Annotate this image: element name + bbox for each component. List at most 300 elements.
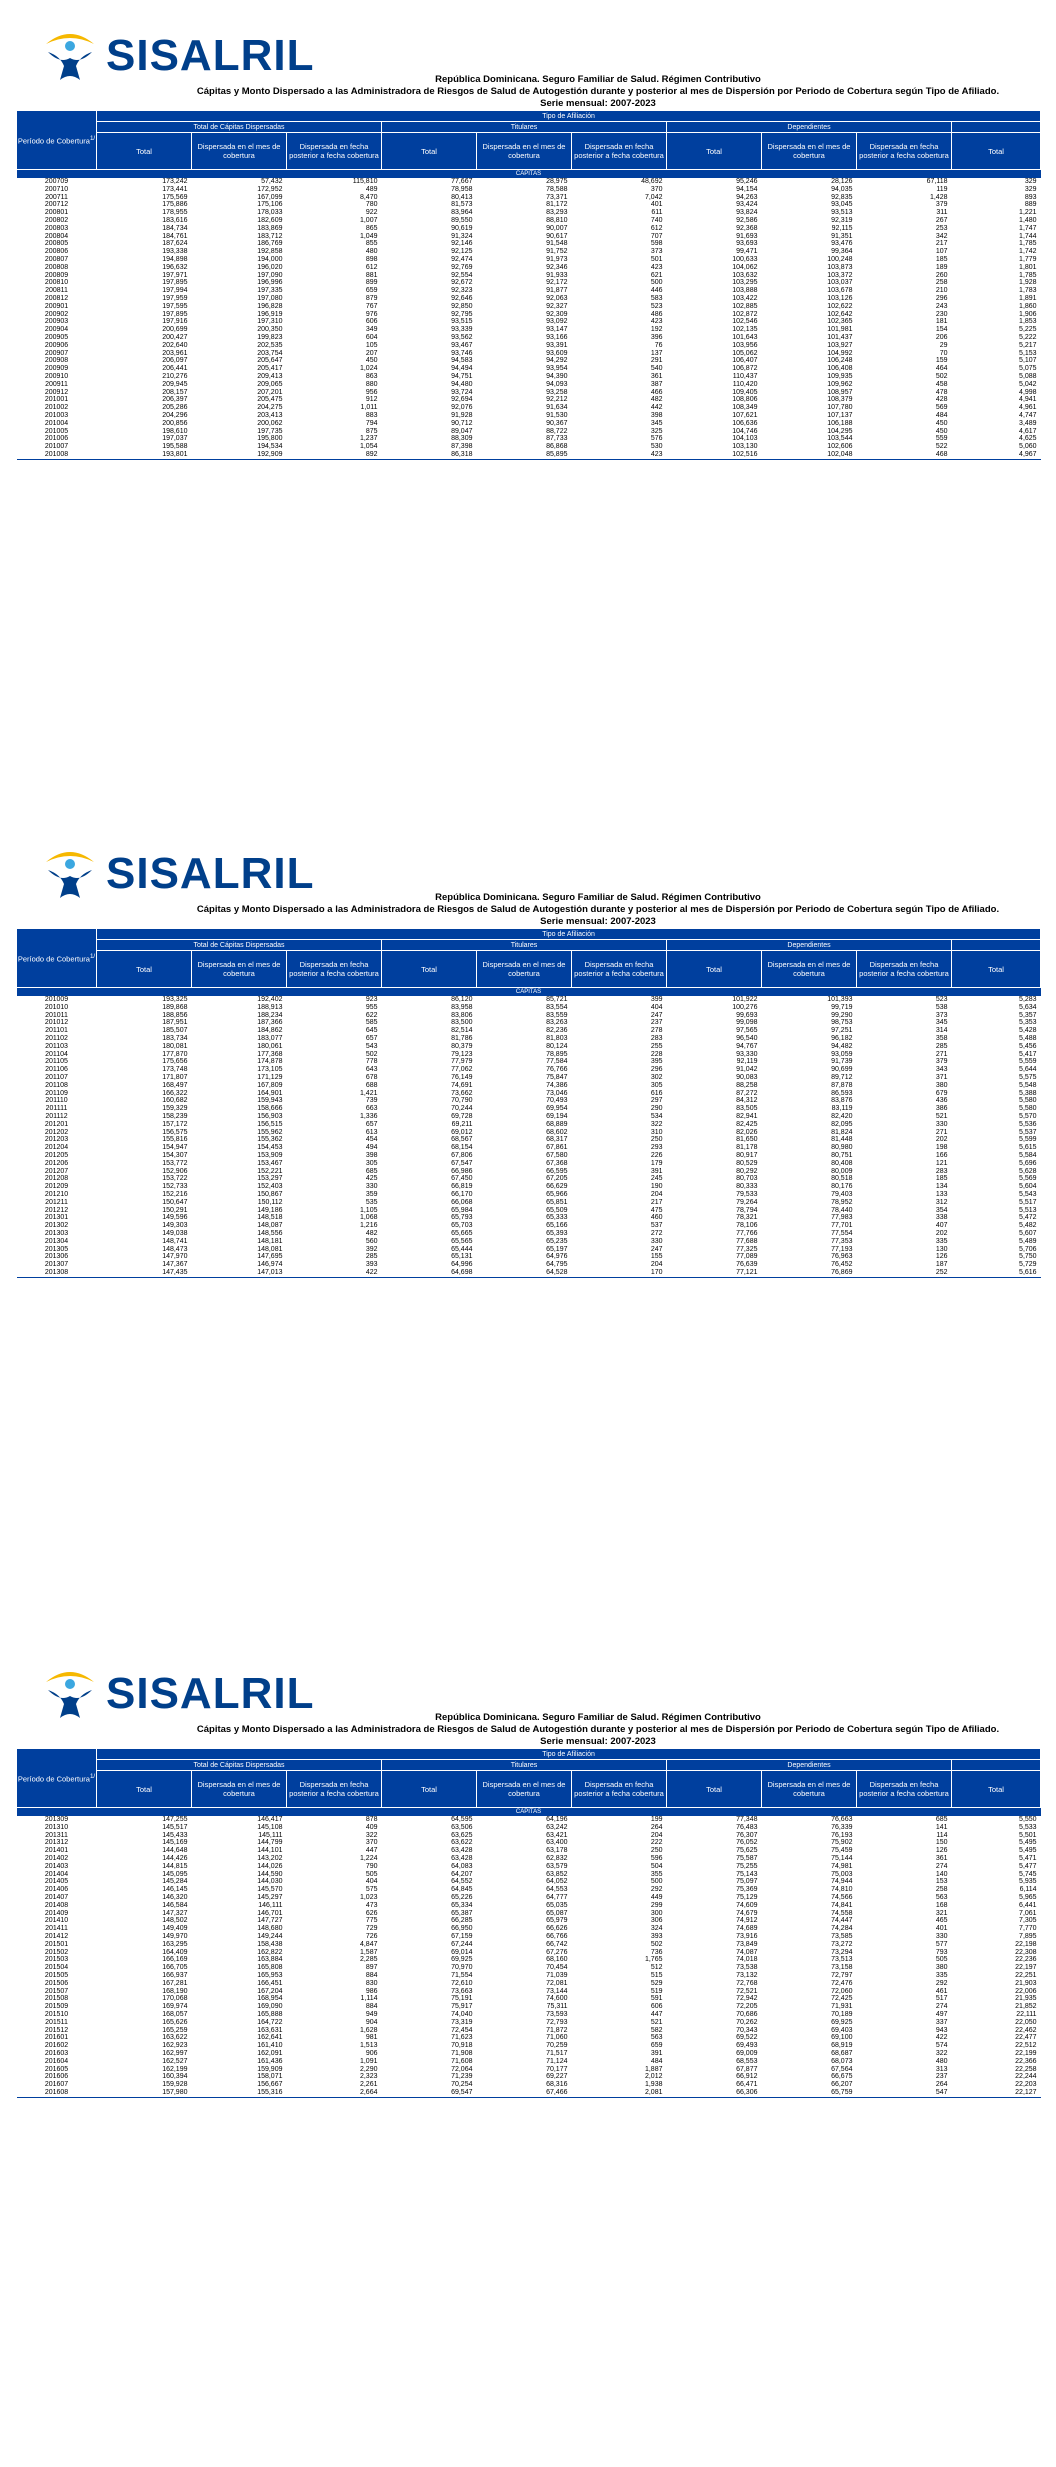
value-cell: 305 — [650, 1081, 663, 1089]
value-cell: 74,679 — [736, 1909, 758, 1917]
column-header: Total — [382, 951, 477, 988]
value-cell: 153 — [935, 1878, 948, 1886]
value-cell: 500 — [650, 279, 663, 287]
value-cell: 1,747 — [1019, 224, 1037, 232]
value-cell: 494 — [365, 1144, 378, 1152]
value-cell: 505 — [365, 1870, 378, 1878]
value-cell: 150,112 — [257, 1198, 283, 1206]
value-cell: 73,849 — [736, 1940, 758, 1948]
value-cell: 65,665 — [451, 1229, 473, 1237]
value-cell: 69,728 — [451, 1112, 473, 1120]
value-cell: 478 — [935, 388, 948, 396]
value-cell: 210,276 — [162, 372, 188, 380]
value-cell: 237 — [935, 2073, 948, 2081]
value-cell: 482 — [650, 396, 663, 404]
value-cell: 75,459 — [831, 1847, 853, 1855]
table-row — [17, 443, 1041, 451]
value-cell: 76,483 — [736, 1823, 758, 1831]
value-cell: 146,111 — [258, 1901, 283, 1909]
value-cell: 863 — [365, 372, 378, 380]
value-cell: 92,119 — [736, 1058, 758, 1066]
value-cell: 167,204 — [257, 1987, 283, 1995]
period-cell: 201204 — [44, 1144, 69, 1152]
value-cell: 387 — [650, 380, 663, 388]
table-row — [17, 1253, 1041, 1261]
value-cell: 196,020 — [257, 263, 283, 271]
value-cell: 22,197 — [1015, 1964, 1037, 1972]
value-cell: 89,047 — [451, 427, 473, 435]
value-cell: 5,428 — [1019, 1027, 1037, 1035]
value-cell: 64,553 — [546, 1886, 568, 1894]
value-cell: 106,636 — [732, 419, 758, 427]
value-cell: 86,868 — [546, 443, 568, 451]
value-cell: 1,221 — [1019, 209, 1037, 217]
value-cell: 64,976 — [546, 1253, 568, 1261]
value-cell: 794 — [365, 419, 378, 427]
value-cell: 106,872 — [732, 365, 758, 373]
value-cell: 504 — [650, 1862, 663, 1870]
value-cell: 94,035 — [831, 185, 853, 193]
value-cell: 889 — [1024, 201, 1037, 209]
value-cell: 645 — [365, 1027, 378, 1035]
value-cell: 103,888 — [732, 287, 758, 295]
value-cell: 65,703 — [451, 1222, 473, 1230]
value-cell: 77,353 — [831, 1237, 853, 1245]
value-cell: 529 — [650, 1979, 663, 1987]
value-cell: 210 — [935, 287, 948, 295]
value-cell: 102,048 — [762, 451, 857, 459]
value-cell: 296 — [650, 1066, 663, 1074]
value-cell: 423 — [650, 318, 663, 326]
table-row — [17, 1066, 1041, 1074]
value-cell: 1,785 — [1019, 271, 1037, 279]
value-cell: 206,097 — [162, 357, 188, 365]
period-cell: 200912 — [44, 388, 69, 396]
value-cell: 5,060 — [1019, 443, 1037, 451]
value-cell: 202 — [935, 1136, 948, 1144]
value-cell: 110,437 — [732, 372, 758, 380]
value-cell: 104,103 — [732, 435, 758, 443]
value-cell: 93,330 — [736, 1050, 758, 1058]
value-cell: 393 — [650, 1932, 663, 1940]
value-cell: 274 — [935, 2003, 948, 2011]
value-cell: 447 — [650, 2010, 663, 2018]
value-cell: 407 — [935, 1222, 948, 1230]
value-cell: 69,925 — [451, 1956, 473, 1964]
value-cell: 310 — [650, 1128, 663, 1136]
value-cell: 643 — [365, 1066, 378, 1074]
report-page — [0, 10, 1056, 829]
value-cell: 97,251 — [831, 1027, 853, 1035]
value-cell: 168,190 — [162, 1987, 188, 1995]
value-cell: 65,226 — [451, 1893, 473, 1901]
period-cell: 200804 — [44, 232, 69, 240]
value-cell: 66,170 — [451, 1190, 473, 1198]
value-cell: 361 — [650, 372, 663, 380]
value-cell: 193,801 — [97, 451, 192, 459]
value-cell: 90,083 — [736, 1073, 758, 1081]
value-cell: 72,081 — [546, 1979, 568, 1987]
value-cell: 66,629 — [546, 1183, 568, 1191]
period-cell: 200808 — [44, 263, 69, 271]
value-cell: 5,536 — [1019, 1120, 1037, 1128]
title-line: Cápitas y Monto Dispersado a las Administradora de Riesgos de Salud de Autogestión durante y posterior al mes de Dispersión por Periodo de Cobertura según Tipo de Afiliado. — [196, 86, 1000, 97]
title-line: República Dominicana. Seguro Familiar de Salud. Régimen Contributivo — [435, 1712, 761, 1723]
value-cell: 64,196 — [546, 1816, 568, 1823]
value-cell: 72,425 — [831, 1995, 853, 2003]
value-cell: 106,407 — [732, 357, 758, 365]
value-cell: 5,584 — [1019, 1151, 1037, 1159]
value-cell: 67,861 — [546, 1144, 568, 1152]
value-cell: 166,705 — [162, 1964, 188, 1972]
value-cell: 74,284 — [831, 1925, 853, 1933]
value-cell: 91,928 — [451, 411, 473, 419]
value-cell: 168,057 — [162, 2010, 188, 2018]
value-cell: 205,417 — [257, 365, 283, 373]
table-row — [17, 1949, 1041, 1957]
value-cell: 292 — [935, 1979, 948, 1987]
value-cell: 93,391 — [546, 341, 568, 349]
value-cell: 166,322 — [162, 1089, 188, 1097]
value-cell: 93,476 — [831, 240, 853, 248]
value-cell: 103,126 — [827, 294, 853, 302]
value-cell: 64,552 — [451, 1878, 473, 1886]
period-cell: 201305 — [44, 1245, 69, 1253]
value-cell: 70,343 — [736, 2026, 758, 2034]
table-row — [17, 389, 1041, 397]
value-cell: 63,625 — [451, 1831, 473, 1839]
table-row — [17, 412, 1041, 420]
value-cell: 883 — [365, 411, 378, 419]
table-row — [17, 1847, 1041, 1855]
value-cell: 82,420 — [831, 1112, 853, 1120]
value-cell: 1,860 — [1019, 302, 1037, 310]
value-cell: 92,146 — [451, 240, 473, 248]
value-cell: 379 — [935, 201, 948, 209]
value-cell: 740 — [650, 216, 663, 224]
value-cell: 222 — [650, 1839, 663, 1847]
period-cell: 201201 — [44, 1120, 69, 1128]
period-cell: 200807 — [44, 255, 69, 263]
value-cell: 72,060 — [831, 1987, 853, 1995]
value-cell: 250 — [650, 1136, 663, 1144]
value-cell: 73,132 — [736, 1971, 758, 1979]
value-cell: 436 — [935, 1097, 948, 1105]
value-cell: 5,075 — [1019, 365, 1037, 373]
value-cell: 409 — [365, 1823, 378, 1831]
value-cell: 79,533 — [736, 1190, 758, 1198]
value-cell: 155,816 — [162, 1136, 188, 1144]
column-header: Dispersada en fecha posterior a fecha cobertura — [857, 951, 952, 988]
value-cell: 93,824 — [736, 209, 758, 217]
value-cell: 391 — [650, 1167, 663, 1175]
value-cell: 192 — [650, 326, 663, 334]
value-cell: 71,908 — [451, 2049, 473, 2057]
value-cell: 729 — [365, 1925, 378, 1933]
value-cell: 197,971 — [162, 271, 188, 279]
value-cell: 80,751 — [831, 1151, 853, 1159]
value-cell: 80,333 — [736, 1183, 758, 1191]
table-row — [17, 1980, 1041, 1988]
value-cell: 535 — [365, 1198, 378, 1206]
table-row — [17, 248, 1041, 256]
table-row — [17, 178, 1041, 186]
column-header: Total — [97, 133, 192, 170]
value-cell: 1,513 — [359, 2042, 378, 2050]
value-cell: 1,105 — [359, 1206, 378, 1214]
value-cell: 4,998 — [1019, 388, 1037, 396]
value-cell: 66,207 — [831, 2081, 853, 2089]
header-periodo: Período de Cobertura$^{1/}$ — [17, 929, 97, 988]
value-cell: 1,091 — [359, 2057, 378, 2065]
period-cell: 200810 — [44, 279, 69, 287]
period-cell: 201310 — [44, 1823, 69, 1831]
value-cell: 5,217 — [1019, 341, 1037, 349]
value-cell: 170 — [572, 1269, 667, 1277]
value-cell: 88,258 — [736, 1081, 758, 1089]
value-cell: 91,324 — [451, 232, 473, 240]
table-row — [17, 1956, 1041, 1964]
value-cell: 70,244 — [451, 1105, 473, 1113]
value-cell: 71,124 — [546, 2057, 568, 2065]
column-header: Dispersada en el mes de cobertura — [477, 951, 572, 988]
value-cell: 66,471 — [736, 2081, 758, 2089]
value-cell: 156,667 — [257, 2081, 283, 2089]
value-cell: 81,786 — [451, 1034, 473, 1042]
value-cell: 69,211 — [451, 1120, 473, 1128]
value-cell: 190 — [650, 1183, 663, 1191]
value-cell: 197,310 — [257, 318, 283, 326]
period-cell: 201311 — [45, 1831, 68, 1839]
value-cell: 401 — [935, 1925, 948, 1933]
value-cell: 322 — [365, 1831, 378, 1839]
value-cell: 93,424 — [736, 201, 758, 209]
period-cell: 201308 — [17, 1269, 97, 1277]
value-cell: 290 — [650, 1105, 663, 1113]
table-row — [17, 311, 1041, 319]
value-cell: 80,703 — [736, 1175, 758, 1183]
value-cell: 197,080 — [257, 294, 283, 302]
value-cell: 162,091 — [257, 2049, 283, 2057]
value-cell: 194,898 — [162, 255, 188, 263]
value-cell: 73,158 — [831, 1964, 853, 1972]
value-cell: 101,922 — [732, 996, 758, 1003]
value-cell: 4,847 — [359, 1940, 378, 1948]
value-cell: 99,693 — [736, 1011, 758, 1019]
value-cell: 345 — [650, 419, 663, 427]
period-cell: 201402 — [44, 1854, 69, 1862]
period-cell: 200806 — [44, 248, 69, 256]
value-cell: 74,609 — [736, 1901, 758, 1909]
table-row — [17, 1121, 1041, 1129]
value-cell: 83,119 — [831, 1105, 853, 1113]
table-row — [17, 1129, 1041, 1137]
value-cell: 140 — [935, 1870, 948, 1878]
period-cell: 201205 — [44, 1151, 69, 1159]
value-cell: 70,189 — [831, 2010, 853, 2018]
value-cell: 126 — [935, 1847, 948, 1855]
value-cell: 75,847 — [546, 1073, 568, 1081]
value-cell: 92,769 — [451, 263, 473, 271]
value-cell: 373 — [935, 1011, 948, 1019]
value-cell: 66,306 — [667, 2089, 762, 2097]
header-tipo-afiliacion: Tipo de Afiliación — [97, 929, 1041, 940]
column-header: Total — [952, 133, 1041, 170]
value-cell: 76,766 — [546, 1066, 568, 1074]
value-cell: 197,037 — [162, 435, 188, 443]
value-cell: 243 — [935, 302, 948, 310]
value-cell: 75,003 — [831, 1870, 853, 1878]
value-cell: 102,606 — [827, 443, 853, 451]
value-cell: 5,559 — [1019, 1058, 1037, 1066]
value-cell: 1,023 — [359, 1893, 378, 1901]
value-cell: 612 — [650, 224, 663, 232]
value-cell: 560 — [365, 1237, 378, 1245]
value-cell: 830 — [365, 1979, 378, 1987]
period-cell: 200904 — [44, 326, 69, 334]
table-row — [17, 1972, 1041, 1980]
value-cell: 300 — [650, 1909, 663, 1917]
section-capitas: CÁPITAS — [17, 1808, 1041, 1817]
value-cell: 217 — [650, 1198, 663, 1206]
value-cell: 1,024 — [359, 365, 378, 373]
value-cell: 75,144 — [831, 1854, 853, 1862]
value-cell: 321 — [935, 1909, 948, 1917]
value-cell: 198 — [935, 1144, 948, 1152]
value-cell: 67,368 — [546, 1159, 568, 1167]
table-row — [17, 334, 1041, 342]
value-cell: 74,944 — [831, 1878, 853, 1886]
value-cell: 574 — [935, 2042, 948, 2050]
value-cell: 395 — [650, 1058, 663, 1066]
value-cell: 134 — [935, 1183, 948, 1191]
value-cell: 70,918 — [451, 2042, 473, 2050]
table-row — [17, 342, 1041, 350]
value-cell: 148,087 — [257, 1222, 283, 1230]
title-line: Cápitas y Monto Dispersado a las Administradora de Riesgos de Salud de Autogestión durante y posterior al mes de Dispersión por Periodo de Cobertura según Tipo de Afiliado. — [196, 1724, 1000, 1735]
value-cell: 1,114 — [360, 1995, 378, 2003]
value-cell: 585 — [365, 1019, 378, 1027]
value-cell: 107,137 — [827, 411, 853, 419]
value-cell: 422 — [935, 2034, 948, 2042]
value-cell: 109,935 — [827, 372, 853, 380]
value-cell: 305 — [365, 1159, 378, 1167]
period-cell: 201111 — [45, 1105, 68, 1113]
table-row — [17, 1168, 1041, 1176]
value-cell: 343 — [935, 1066, 948, 1074]
value-cell: 80,529 — [736, 1159, 758, 1167]
value-cell: 154 — [935, 326, 948, 334]
value-cell: 94,263 — [736, 193, 758, 201]
value-cell: 78,794 — [736, 1206, 758, 1214]
value-cell: 76,663 — [831, 1816, 853, 1823]
value-cell: 200,856 — [162, 419, 188, 427]
value-cell: 205,475 — [257, 396, 283, 404]
value-cell: 97,565 — [736, 1027, 758, 1035]
table-row — [17, 396, 1041, 404]
value-cell: 93,166 — [546, 333, 568, 341]
value-cell: 311 — [936, 209, 948, 217]
table-row — [17, 1902, 1041, 1910]
value-cell: 253 — [935, 224, 948, 232]
value-cell: 447 — [365, 1847, 378, 1855]
value-cell: 115,810 — [352, 178, 378, 185]
value-cell: 80,408 — [831, 1159, 853, 1167]
value-cell: 148,181 — [257, 1237, 283, 1245]
value-cell: 92,319 — [831, 216, 853, 224]
value-cell: 75,255 — [736, 1862, 758, 1870]
value-cell: 204 — [650, 1831, 663, 1839]
period-cell: 201203 — [44, 1136, 69, 1144]
value-cell: 342 — [935, 232, 948, 240]
value-cell: 83,876 — [831, 1097, 853, 1105]
table-row — [17, 1222, 1041, 1230]
value-cell: 67,159 — [451, 1932, 473, 1940]
period-cell: 201302 — [44, 1222, 69, 1230]
column-header: Dispersada en fecha posterior a fecha cobertura — [287, 951, 382, 988]
value-cell: 515 — [650, 1971, 663, 1979]
value-cell: 102,885 — [732, 302, 758, 310]
value-cell: 74,912 — [736, 1917, 758, 1925]
value-cell: 94,482 — [831, 1042, 853, 1050]
value-cell: 1,428 — [929, 193, 948, 201]
value-cell: 8,470 — [359, 193, 378, 201]
value-cell: 173,748 — [162, 1066, 188, 1074]
value-cell: 200,350 — [257, 326, 283, 334]
table-row — [17, 303, 1041, 311]
table-row — [17, 1082, 1041, 1090]
value-cell: 312 — [935, 1198, 948, 1206]
column-header: Dispersada en fecha posterior a fecha cobertura — [857, 133, 952, 170]
value-cell: 83,958 — [451, 1003, 473, 1011]
value-cell: 165,953 — [257, 1971, 283, 1979]
value-cell: 78,952 — [831, 1198, 853, 1206]
value-cell: 986 — [365, 1987, 378, 1995]
value-cell: 480 — [935, 2057, 948, 2065]
value-cell: 67,580 — [546, 1151, 568, 1159]
value-cell: 89,550 — [451, 216, 473, 224]
value-cell: 141 — [935, 1823, 948, 1831]
value-cell: 93,467 — [451, 341, 473, 349]
value-cell: 93,609 — [546, 349, 568, 357]
value-cell: 99,364 — [831, 248, 853, 256]
table-row — [17, 1269, 1041, 1277]
value-cell: 203,413 — [257, 411, 283, 419]
value-cell: 73,371 — [546, 193, 568, 201]
value-cell: 66,626 — [546, 1925, 568, 1933]
value-cell: 292 — [650, 1886, 663, 1894]
table-row — [17, 1816, 1041, 1824]
table-row — [17, 1933, 1041, 1941]
value-cell: 67,450 — [451, 1175, 473, 1183]
value-cell: 64,698 — [382, 1269, 477, 1277]
table-row — [17, 2058, 1041, 2066]
value-cell: 563 — [935, 1893, 948, 1901]
value-cell: 480 — [365, 248, 378, 256]
table-row — [17, 1214, 1041, 1222]
value-cell: 1,938 — [644, 2081, 663, 2089]
value-cell: 22,199 — [1015, 2049, 1037, 2057]
value-cell: 577 — [935, 1940, 948, 1948]
period-cell: 201001 — [44, 396, 69, 404]
period-cell: 201108 — [45, 1081, 68, 1089]
value-cell: 450 — [935, 427, 948, 435]
value-cell: 106,408 — [827, 365, 853, 373]
value-cell: 83,806 — [451, 1011, 473, 1019]
value-cell: 91,693 — [736, 232, 758, 240]
value-cell: 22,462 — [1015, 2026, 1037, 2034]
value-cell: 83,500 — [451, 1019, 473, 1027]
